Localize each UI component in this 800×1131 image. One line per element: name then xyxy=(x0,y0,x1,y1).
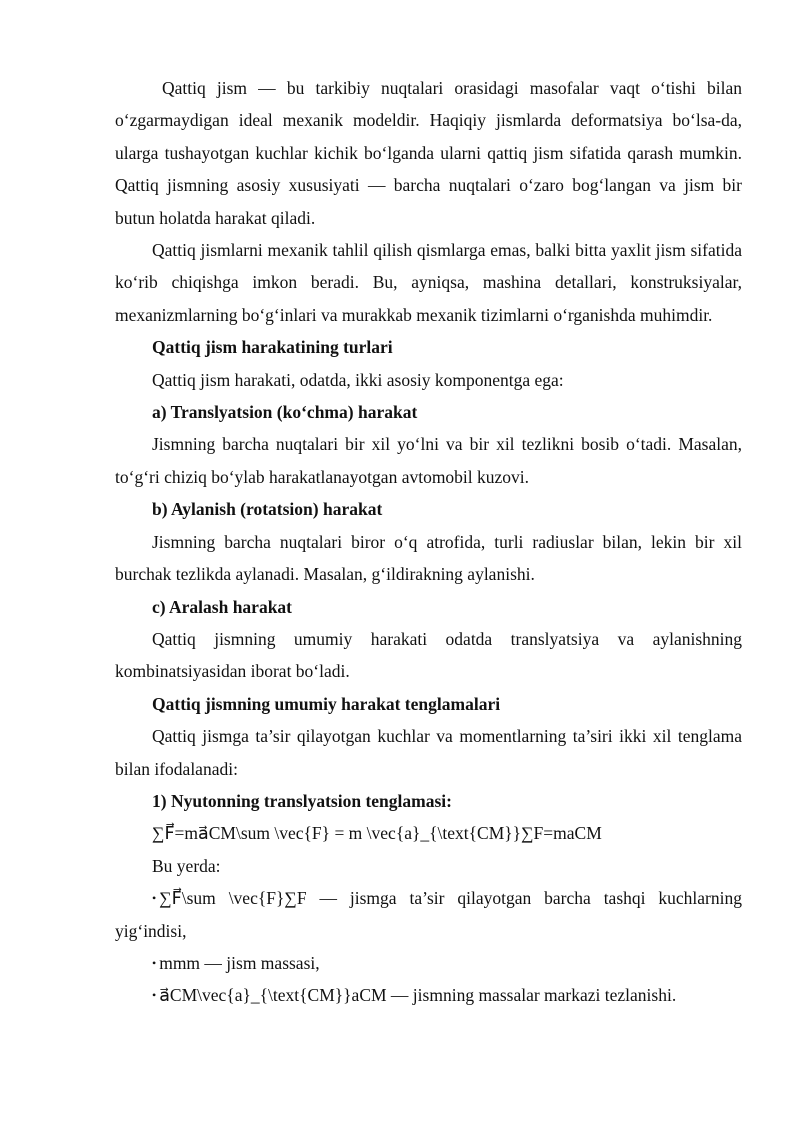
list-item-force-sum xyxy=(115,882,742,947)
paragraph-equations-intro: Qattiq jismga ta’sir qilayotgan kuchlar va momentlarning ta’siri ikki xil tenglama bilan ifodalanadi: xyxy=(115,726,742,779)
heading-equations-of-motion: Qattiq jismning umumiy harakat tenglamalari xyxy=(152,693,501,714)
equation-newton: ∑F⃗=ma⃗CM\sum \vec{F} = m \vec{a}_{\text{CM}}∑F=maCM xyxy=(152,823,602,844)
heading-newton-equation: 1) Nyutonning translyatsion tenglamasi: xyxy=(152,790,452,811)
paragraph-mixed-motion: Qattiq jismning umumiy harakati odatda translyatsiya va aylanishning kombinatsiyasidan iborat bo‘ladi. xyxy=(115,628,742,682)
heading-mixed-motion: c) Aralash harakat xyxy=(152,596,292,617)
heading-motion-types: Qattiq jism harakatining turlari xyxy=(152,337,393,358)
list-item-mass xyxy=(115,947,742,979)
list-item-acceleration xyxy=(115,979,742,1011)
paragraph-rigid-body-definition: Qattiq jism — bu tarkibiy nuqtalari orasidagi masofalar vaqt o‘tishi bilan o‘zgarmaydigan ideal mexanik modeldir. Haqiqiy jismlarda deformatsiya bo‘lsa-da, ularga tushayotgan kuchlar kichik bo‘lganda ularni qattiq jism sifatida qarash mumkin. Qattiq jismning asosiy xususiyati — barcha nuqtalari o‘zaro bog‘langan va jism bir butun holatda harakat qiladi. xyxy=(115,78,742,228)
paragraph-translational-motion: Jismning barcha nuqtalari bir xil yo‘lni va bir xil tezlikni bosib o‘tadi. Masalan, to‘g‘ri chiziq bo‘ylab harakatlanayotgan avtomobil kuzovi. xyxy=(115,434,742,487)
bullet-icon: • xyxy=(152,891,157,906)
heading-rotational-motion: b) Aylanish (rotatsion) harakat xyxy=(152,499,383,520)
bullet-icon: • xyxy=(152,955,157,970)
paragraph-motion-components: Qattiq jism harakati, odatda, ikki asosiy komponentga ega: xyxy=(152,369,564,390)
document-body xyxy=(115,72,742,1012)
list-item-text: mmm — jism massasi, xyxy=(159,952,320,973)
paragraph-where: Bu yerda: xyxy=(152,855,221,876)
list-item-text: a⃗CM\vec{a}_{\text{CM}}aCM — jismning massalar markazi tezlanishi. xyxy=(159,985,677,1006)
paragraph-rigid-body-analysis: Qattiq jismlarni mexanik tahlil qilish qismlarga emas, balki bitta yaxlit jism sifatida ko‘rib chiqishga imkon beradi. Bu, ayniqsa, mashina detallari, konstruksiyalar, mexanizmlarning bo‘g‘inlari va murakkab mexanik tizimlarni o‘rganishda muhimdir. xyxy=(115,240,742,325)
heading-translational-motion: a) Translyatsion (ko‘chma) harakat xyxy=(152,402,418,423)
list-item-text: ∑F⃗\sum \vec{F}∑F — jismga ta’sir qilayotgan barcha tashqi kuchlarning yig‘indisi, xyxy=(115,888,742,941)
paragraph-rotational-motion: Jismning barcha nuqtalari biror o‘q atrofida, turli radiuslar bilan, lekin bir xil burchak tezlikda aylanadi. Masalan, g‘ildirakning aylanishi. xyxy=(115,531,742,585)
bullet-icon: • xyxy=(152,988,157,1003)
